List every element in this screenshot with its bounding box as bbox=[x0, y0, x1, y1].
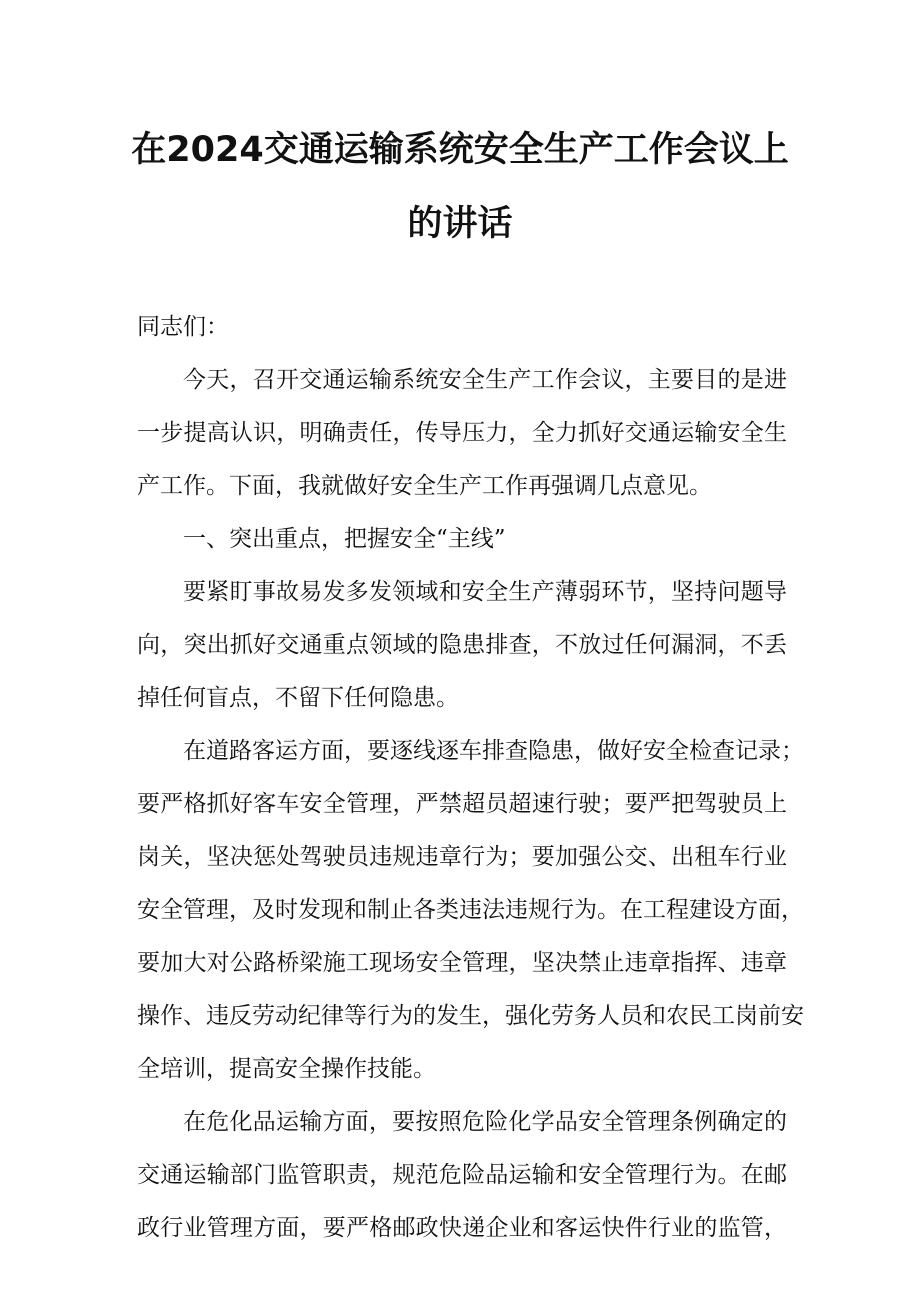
body-paragraph bbox=[137, 1096, 787, 1255]
text-line: 同志们： bbox=[137, 314, 229, 340]
text-line: 一步提高认识，明确责任，传导压力，全力抓好交通运输安全生 bbox=[137, 420, 787, 446]
text-line: 今天，召开交通运输系统安全生产工作会议，主要目的是进 bbox=[183, 367, 787, 393]
text-line: 在危化品运输方面，要按照危险化学品安全管理条例确定的 bbox=[183, 1109, 787, 1135]
body-paragraph bbox=[137, 566, 787, 725]
text-line: 要加大对公路桥梁施工现场安全管理，坚决禁止违章指挥、违章 bbox=[137, 950, 787, 976]
document-title-line-2: 的讲话 bbox=[407, 204, 513, 244]
salutation bbox=[137, 301, 787, 354]
document-body bbox=[137, 301, 804, 1255]
document-title-line-1: 在2024交通运输系统安全生产工作会议上 bbox=[131, 130, 789, 170]
text-line: 产工作。下面，我就做好安全生产工作再强调几点意见。 bbox=[137, 473, 712, 499]
text-line: 安全管理，及时发现和制止各类违法违规行为。在工程建设方面， bbox=[137, 897, 804, 923]
text-line: 要紧盯事故易发多发领域和安全生产薄弱环节，坚持问题导 bbox=[183, 579, 787, 605]
section-heading bbox=[137, 513, 787, 566]
text-line: 交通运输部门监管职责，规范危险品运输和安全管理行为。在邮 bbox=[137, 1162, 787, 1188]
text-line: 向，突出抓好交通重点领域的隐患排查，不放过任何漏洞，不丢 bbox=[137, 632, 787, 658]
text-line: 岗关，坚决惩处驾驶员违规违章行为；要加强公交、出租车行业 bbox=[137, 844, 787, 870]
text-line: 一、突出重点，把握安全“主线” bbox=[183, 526, 506, 552]
intro-paragraph bbox=[137, 354, 787, 513]
text-line: 要严格抓好客车安全管理，严禁超员超速行驶；要严把驾驶员上 bbox=[137, 791, 787, 817]
text-line: 掉任何盲点，不留下任何隐患。 bbox=[137, 685, 459, 711]
text-line: 操作、违反劳动纪律等行为的发生，强化劳务人员和农民工岗前安 bbox=[137, 1003, 804, 1029]
text-line: 政行业管理方面，要严格邮政快递企业和客运快件行业的监管， bbox=[137, 1215, 787, 1241]
body-paragraph bbox=[137, 725, 804, 1096]
text-line: 全培训，提高安全操作技能。 bbox=[137, 1056, 436, 1082]
text-line: 在道路客运方面，要逐线逐车排查隐患，做好安全检查记录； bbox=[183, 738, 804, 764]
